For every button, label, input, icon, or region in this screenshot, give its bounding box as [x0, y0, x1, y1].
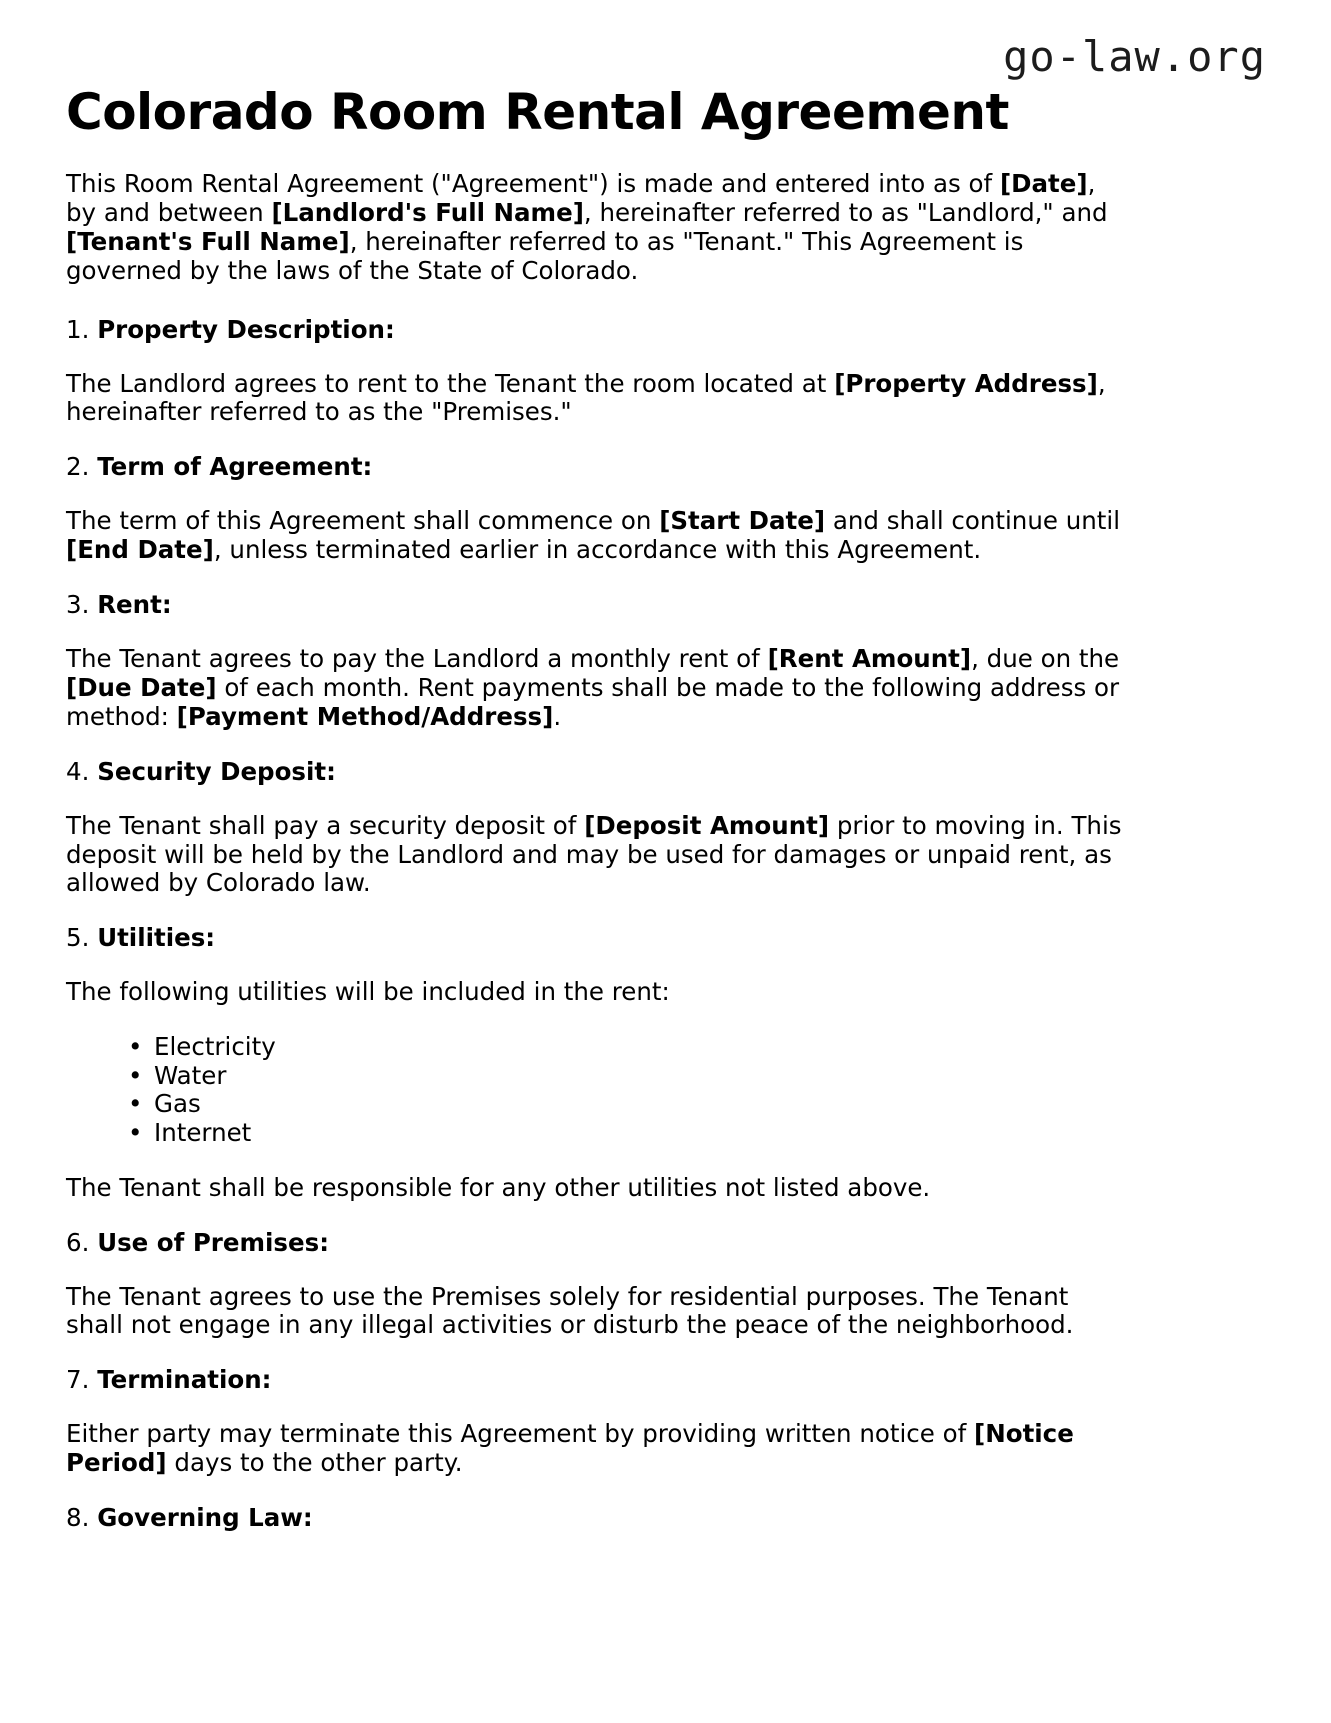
intro-text-2: , by and between — [66, 169, 1096, 227]
section-2-text-3: , unless terminated earlier in accordance with this Agreement. — [213, 535, 982, 565]
section-7-text-1: Either party may terminate this Agreement by providing written notice of — [66, 1419, 975, 1449]
section-number-7: 7. — [66, 1365, 90, 1395]
section-heading-1 — [66, 316, 1126, 345]
section-title-7: Termination: — [97, 1365, 272, 1395]
section-heading-7 — [66, 1366, 1126, 1395]
section-1-paragraph — [66, 370, 1126, 428]
section-3-text-3: of each month. Rent payments shall be made to the following address or method: — [66, 672, 1120, 731]
section-number-1: 1. — [66, 314, 90, 344]
section-number-4: 4. — [66, 756, 90, 786]
section-3-text-2: , due on the — [971, 643, 1120, 673]
section-title-8: Governing Law: — [97, 1503, 313, 1533]
section-title-3: Rent: — [97, 590, 172, 620]
section-title-2: Term of Agreement: — [97, 452, 373, 482]
site-watermark: go-law.org — [1003, 32, 1266, 81]
intro-text-4: , hereinafter referred to as "Tenant." This Agreement is governed by the laws of the State of Colorado. — [66, 226, 1024, 285]
section-2-paragraph — [66, 507, 1126, 565]
intro-text-1: This Room Rental Agreement ("Agreement") is made and entered into as of — [66, 169, 1000, 198]
section-1-text-1: The Landlord agrees to rent to the Tenant the room located at — [66, 368, 835, 398]
section-heading-6 — [66, 1229, 1126, 1258]
section-3-paragraph — [66, 645, 1126, 732]
placeholder-payment-method: [Payment Method/Address] — [176, 701, 554, 731]
list-item: • Gas — [128, 1090, 1126, 1119]
section-4-text-2: prior to moving in. This deposit will be held by the Landlord and may be used for damages or unpaid rent, as allowed by Colorado law. — [66, 810, 1122, 898]
section-title-4: Security Deposit: — [97, 756, 336, 786]
section-number-3: 3. — [66, 590, 90, 620]
section-5-outro: The Tenant shall be responsible for any other utilities not listed above. — [66, 1172, 931, 1202]
intro-paragraph — [66, 170, 1126, 286]
utilities-list — [66, 1033, 1126, 1148]
intro-placeholder-tenant-name: [Tenant's Full Name] — [66, 226, 350, 256]
section-title-5: Utilities: — [97, 923, 216, 953]
section-title-6: Use of Premises: — [97, 1227, 329, 1257]
section-heading-3 — [66, 591, 1126, 620]
section-heading-2 — [66, 453, 1126, 482]
section-4-paragraph — [66, 812, 1126, 899]
section-7-paragraph — [66, 1420, 1126, 1478]
section-5-intro: The following utilities will be included in the rent: — [66, 977, 670, 1007]
placeholder-end-date: [End Date] — [66, 535, 214, 565]
intro-placeholder-landlord-name: [Landlord's Full Name] — [271, 197, 584, 227]
placeholder-due-date: [Due Date] — [66, 672, 217, 702]
section-heading-8 — [66, 1504, 1126, 1533]
list-item: • Electricity — [128, 1033, 1126, 1062]
list-item: • Internet — [128, 1119, 1126, 1148]
section-3-text-4: . — [553, 701, 562, 731]
section-number-6: 6. — [66, 1227, 90, 1257]
intro-text-3: , hereinafter referred to as "Landlord," and — [583, 197, 1108, 227]
placeholder-deposit-amount: [Deposit Amount] — [584, 810, 830, 840]
section-1-text-2: , hereinafter referred to as the "Premises." — [66, 368, 1106, 427]
section-7-text-2: days to the other party. — [166, 1448, 463, 1478]
intro-placeholder-date: [Date] — [999, 169, 1088, 198]
placeholder-rent-amount: [Rent Amount] — [767, 643, 972, 673]
section-heading-5 — [66, 924, 1126, 953]
placeholder-property-address: [Property Address] — [834, 368, 1098, 398]
section-6-paragraph: The Tenant agrees to use the Premises solely for residential purposes. The Tenant shall not engage in any illegal activities or disturb the peace of the neighborhood. — [66, 1281, 1074, 1340]
section-2-text-2: and shall continue until — [825, 506, 1121, 536]
section-heading-4 — [66, 758, 1126, 787]
list-item: • Water — [128, 1062, 1126, 1091]
section-3-text-1: The Tenant agrees to pay the Landlord a monthly rent of — [66, 643, 768, 673]
document-body — [66, 170, 1126, 1558]
section-number-2: 2. — [66, 452, 90, 482]
placeholder-start-date: [Start Date] — [659, 506, 826, 536]
section-number-5: 5. — [66, 923, 90, 953]
section-4-text-1: The Tenant shall pay a security deposit of — [66, 810, 585, 840]
page-title: Colorado Room Rental Agreement — [66, 83, 1009, 141]
section-number-8: 8. — [66, 1503, 90, 1533]
placeholder-notice-period: [Notice Period] — [66, 1419, 1074, 1478]
section-title-1: Property Description: — [97, 314, 395, 344]
section-2-text-1: The term of this Agreement shall commence on — [66, 506, 660, 536]
